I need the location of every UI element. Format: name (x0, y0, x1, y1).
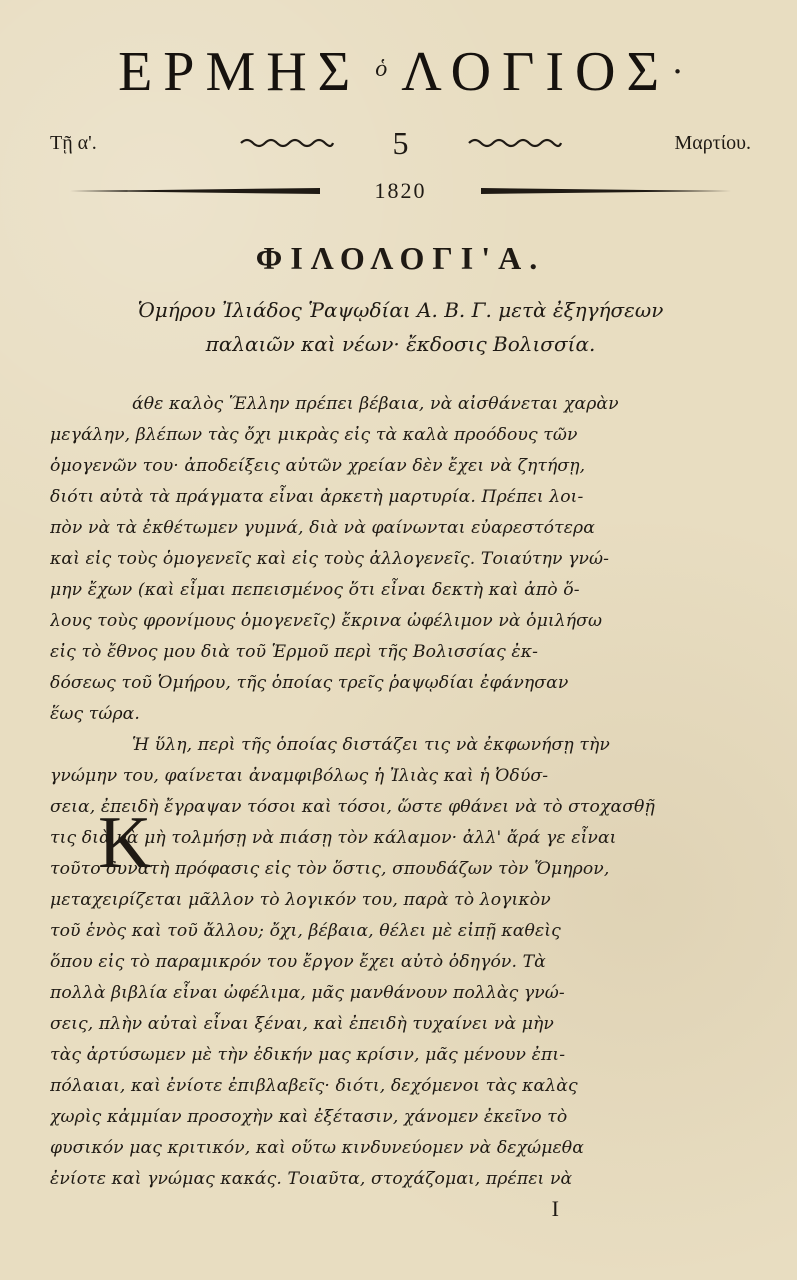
drop-cap: Κ (98, 802, 152, 884)
article-line: μεγάλην, βλέπων τὰς ὄχι μικρὰς εἰς τὰ καλὰ προόδους τῶν (50, 425, 578, 445)
article-line: ὅπου εἰς τὸ παραμικρόν του ἔργον ἔχει αὐτὸ ὁδηγόν. Τὰ (50, 952, 546, 972)
masthead-title-part-1: ΕΡΜΗΣ (118, 41, 362, 103)
right-rule-icon (481, 183, 751, 199)
issue-number: 5 (392, 125, 409, 161)
article-line: τις διὰ νὰ μὴ τολμήσῃ νὰ πιάσῃ τὸν κάλαμον· ἀλλ' ἄρά γε εἶναι (50, 828, 617, 848)
article-line: σεια, ἐπειδὴ ἔγραψαν τόσοι καὶ τόσοι, ὥστε φθάνει νὰ τὸ στοχασθῇ (50, 797, 655, 817)
article-line: γνώμην του, φαίνεται ἀναμφιβόλως ἡ Ἰλιὰς καὶ ἡ Ὀδύσ- (50, 766, 549, 786)
article-line: διότι αὐτὰ τὰ πράγματα εἶναι ἀρκετὴ μαρτυρία. Πρέπει λοι- (50, 487, 584, 507)
subtitle-line: παλαιῶν καὶ νέων· ἔκδοσις Βολισσία. (205, 332, 596, 356)
article-line: πολλὰ βιβλία εἶναι ὠφέλιμα, μᾶς μανθάνουν πολλὰς γνώ- (50, 983, 565, 1003)
year-row (50, 168, 751, 214)
issue-left: Τῇ α'. (50, 131, 97, 154)
article-line: ἕως τώρα. (50, 704, 140, 724)
issue-center (239, 127, 563, 159)
article-line: ὁμογενῶν του· ἀποδείξεις αὐτῶν χρείαν δὲν ἔχει νὰ ζητήσῃ, (50, 456, 586, 476)
issue-year: 1820 (374, 178, 427, 203)
masthead-end-mark: . (672, 42, 683, 82)
article-line: καὶ εἰς τοὺς ὁμογενεῖς καὶ εἰς τοὺς ἀλλογενεῖς. Τοιαύτην γνώ- (50, 549, 610, 569)
left-rule-icon (50, 183, 320, 199)
article-line: σεις, πλὴν αὐταὶ εἶναι ξέναι, καὶ ἐπειδὴ τυχαίνει νὰ μὴν (50, 1014, 554, 1034)
article-line: φυσικόν μας κριτικόν, καὶ οὕτω κινδυνεύομεν νὰ δεχώμεθα (50, 1138, 584, 1158)
page-mark: I (551, 1196, 559, 1221)
article-line: μην ἔχων (καὶ εἶμαι πεπεισμένος ὅτι εἶναι δεκτὴ καὶ ἀπὸ ὅ- (50, 580, 580, 600)
masthead-title-part-2: ΛΟΓΙΟΣ (401, 41, 671, 103)
issue-info (50, 122, 751, 164)
article-line: άθε καλὸς Ἕλλην πρέπει βέβαια, νὰ αἰσθάνεται χαρὰν (132, 394, 619, 414)
section-title: ΦΙΛΟΛΟΓΙ'Α. (255, 240, 546, 276)
article-line: λους τοὺς φρονίμους ὁμογενεῖς) ἔκρινα ὠφέλιμον νὰ ὁμιλήσω (50, 611, 603, 631)
article-line: τοῦ ἑνὸς καὶ τοῦ ἄλλου; ὄχι, βέβαια, θέλει μὲ εἰπῇ καθεὶς (50, 921, 561, 941)
issue-date: Μαρτίου. (674, 131, 751, 154)
article-line: μεταχειρίζεται μᾶλλον τὸ λογικόν του, παρὰ τὸ λογικὸν (50, 890, 551, 910)
article-line: πόλαιαι, καὶ ἐνίοτε ἐπιβλαβεῖς· διότι, δεχόμενοι τὰς καλὰς (50, 1076, 578, 1096)
article-line: χωρὶς κἀμμίαν προσοχὴν καὶ ἐξέτασιν, χάνομεν ἐκεῖνο τὸ (50, 1107, 568, 1127)
article-line: δόσεως τοῦ Ὁμήρου, τῆς ὁποίας τρεῖς ῥαψῳδίαι ἐφάνησαν (50, 673, 569, 693)
ornament-icon (467, 136, 563, 150)
article-subtitle (50, 293, 751, 361)
masthead-article: ὁ (375, 56, 388, 82)
article-line: τοῦτο δυνατὴ πρόφασις εἰς τὸν ὅστις, σπουδάζων τὸν Ὅμηρον, (50, 859, 610, 879)
article-line: τὰς ἀρτύσωμεν μὲ τὴν ἐδικήν μας κρίσιν, μᾶς μένουν ἐπι- (50, 1045, 566, 1065)
article-line: ἐνίοτε καὶ γνώμας κακάς. Τοιαῦτα, στοχάζομαι, πρέπει νὰ (50, 1169, 573, 1189)
article-line: πὸν νὰ τὰ ἐκθέτωμεν γυμνά, διὰ νὰ φαίνωνται εὐαρεστότερα (50, 518, 595, 538)
subtitle-line: Ὁμήρου Ἰλιάδος Ῥαψῳδίαι Α. Β. Γ. μετὰ ἐξηγήσεων (137, 298, 664, 322)
article-line: Ἡ ὕλη, περὶ τῆς ὁποίας διστάζει τις νὰ ἐκφωνήσῃ τὴν (132, 735, 610, 755)
ornament-icon (239, 136, 335, 150)
masthead (50, 34, 751, 110)
article-line: εἰς τὸ ἔθνος μου διὰ τοῦ Ἑρμοῦ περὶ τῆς Βολισσίας ἐκ- (50, 642, 539, 662)
article-body (50, 389, 751, 1195)
